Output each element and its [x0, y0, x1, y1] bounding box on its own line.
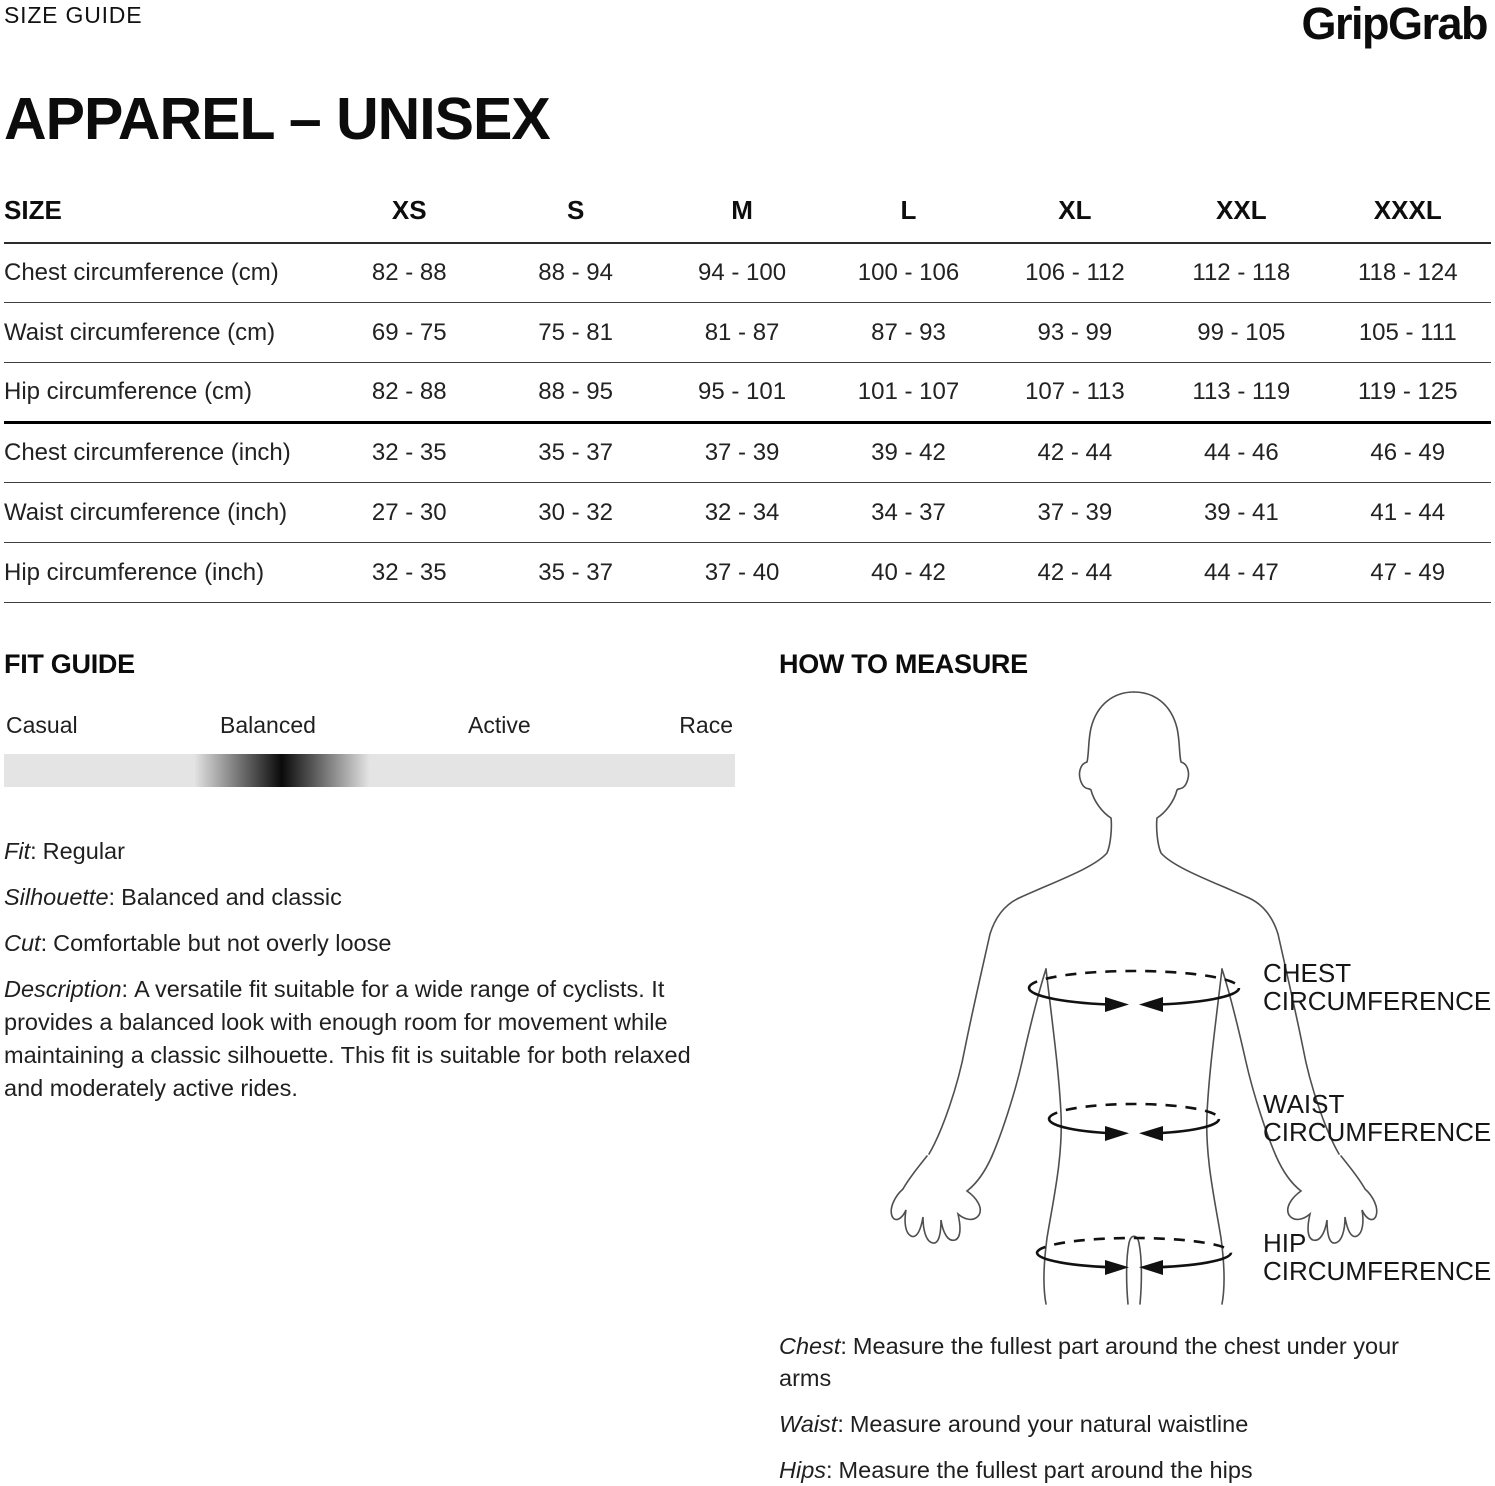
measurement-value: 32 - 34	[704, 498, 780, 526]
fit-attribute-text: Balanced and classic	[121, 884, 342, 911]
waist-ring-dashed	[1049, 1104, 1219, 1119]
measurement-value: 32 - 35	[371, 439, 447, 467]
fit-guide-title: FIT GUIDE	[4, 649, 135, 680]
size-table-row	[4, 243, 1491, 303]
fit-scale-label: Balanced	[220, 712, 316, 739]
size-column-header: XXXL	[1325, 191, 1491, 243]
size-table	[4, 191, 1491, 604]
lower-section	[4, 649, 1495, 1486]
measurement-value: 88 - 95	[538, 378, 613, 406]
fit-attributes	[4, 835, 735, 1105]
size-table-row	[4, 363, 1491, 423]
chest-ring-dashed	[1029, 971, 1239, 988]
gripgrab-logo: GripGrab	[1301, 0, 1487, 49]
measurement-value: 88 - 94	[538, 259, 613, 287]
size-table-row	[4, 483, 1491, 543]
instruction-text: Measure the fullest part around the chest under your arms	[779, 1333, 1399, 1392]
size-column-header: XXL	[1158, 191, 1324, 243]
fit-attribute	[4, 835, 724, 868]
size-table-row	[4, 543, 1491, 603]
measurement-label: Hip circumference (inch)	[4, 558, 265, 586]
fit-scale-label: Casual	[6, 712, 78, 739]
measurement-value: 44 - 47	[1203, 558, 1279, 586]
instruction-term: Waist :	[779, 1411, 844, 1437]
measurement-value: 82 - 88	[371, 259, 447, 287]
fit-scale-label: Race	[679, 712, 733, 739]
measurement-value: 107 - 113	[1025, 378, 1125, 406]
measurement-label: Chest circumference (inch)	[4, 439, 291, 467]
fit-attribute-text: Comfortable but not overly loose	[53, 930, 392, 957]
waist-arrow-left-icon	[1105, 1126, 1129, 1141]
measurement-arrowheads	[1105, 997, 1163, 1275]
measurement-value: 42 - 44	[1037, 558, 1113, 586]
measurement-value: 113 - 119	[1192, 378, 1291, 406]
measurement-value: 101 - 107	[857, 378, 960, 406]
hip-ring-dashed	[1037, 1238, 1231, 1253]
measurement-value: 119 - 125	[1357, 378, 1458, 406]
fit-attribute-term: Silhouette :	[4, 884, 115, 910]
instruction-text: Measure around your natural waistline	[849, 1411, 1249, 1438]
measurement-value: 81 - 87	[704, 318, 780, 346]
measurement-value: 41 - 44	[1370, 498, 1446, 526]
hip-arrow-right-icon	[1139, 1260, 1163, 1275]
fit-attribute-term: Fit :	[4, 838, 37, 864]
measurement-value: 106 - 112	[1025, 259, 1125, 287]
size-column-header: SIZE	[4, 191, 326, 243]
measurement-value: 75 - 81	[538, 318, 613, 346]
measurement-value: 27 - 30	[371, 498, 447, 526]
size-table-row	[4, 303, 1491, 363]
fit-attribute-term: Cut :	[4, 930, 47, 956]
measurement-value: 99 - 105	[1197, 318, 1286, 346]
measuring-instructions	[779, 1330, 1399, 1486]
hip-circumference-label: HIP CIRCUMFERENCE	[1263, 1228, 1492, 1287]
chest-arrow-left-icon	[1105, 997, 1129, 1012]
measurement-value: 82 - 88	[371, 378, 447, 406]
hip-arrow-left-icon	[1105, 1260, 1129, 1275]
chest-circumference-label: CHEST CIRCUMFERENCE	[1263, 958, 1492, 1017]
measurement-value: 35 - 37	[538, 558, 613, 586]
measurement-value: 37 - 40	[704, 558, 780, 586]
measurement-value: 40 - 42	[871, 558, 946, 586]
fit-guide-section	[4, 649, 735, 1486]
measurement-value: 46 - 49	[1370, 439, 1446, 467]
measurement-value: 39 - 42	[871, 439, 946, 467]
fit-attribute-term: Description :	[4, 976, 128, 1002]
measurement-label: Hip circumference (cm)	[4, 378, 253, 406]
fit-scale-label: Active	[468, 712, 531, 739]
measurement-value: 44 - 46	[1203, 439, 1279, 467]
page-title: APPAREL – UNISEX	[4, 86, 550, 152]
measurement-value: 37 - 39	[1037, 498, 1113, 526]
fit-attribute-text: A versatile fit suitable for a wide range of cyclists. It provides a balanced look with enough room for movement while maintaining a classic silhouette. This fit is suitable for both relaxed and moderately active rides.	[4, 976, 691, 1102]
measurement-value: 37 - 39	[704, 439, 780, 467]
measurement-value: 95 - 101	[698, 378, 787, 406]
measurement-value: 94 - 100	[698, 259, 787, 287]
measurement-value: 42 - 44	[1037, 439, 1113, 467]
page-kicker: SIZE GUIDE	[4, 2, 143, 28]
measuring-instruction	[779, 1454, 1399, 1486]
size-table-row	[4, 423, 1491, 483]
measurement-value: 34 - 37	[871, 498, 946, 526]
fit-attribute	[4, 973, 724, 1105]
measurement-value: 112 - 118	[1192, 259, 1291, 287]
body-measurement-diagram	[879, 686, 1495, 1306]
measuring-instruction	[779, 1408, 1399, 1440]
measurement-value: 32 - 35	[371, 558, 447, 586]
measurement-value: 105 - 111	[1358, 318, 1457, 346]
fit-attribute	[4, 881, 724, 914]
measurement-value: 35 - 37	[538, 439, 613, 467]
size-column-header: M	[659, 191, 825, 243]
measurement-label: Waist circumference (cm)	[4, 318, 276, 346]
how-to-measure-title: HOW TO MEASURE	[779, 649, 1028, 680]
size-column-header: XS	[326, 191, 492, 243]
instruction-term: Hips :	[779, 1457, 833, 1483]
instruction-text: Measure the fullest part around the hips	[838, 1457, 1253, 1484]
measurement-value: 69 - 75	[371, 318, 447, 346]
measurement-value: 39 - 41	[1203, 498, 1279, 526]
instruction-term: Chest :	[779, 1333, 847, 1359]
measurement-value: 100 - 106	[857, 259, 960, 287]
measurement-label: Waist circumference (inch)	[4, 498, 288, 526]
fit-scale-bar	[4, 754, 735, 787]
size-table-header-row	[4, 191, 1491, 243]
measurement-label: Chest circumference (cm)	[4, 259, 279, 287]
how-to-measure-section	[779, 649, 1495, 1486]
measurement-value: 30 - 32	[538, 498, 613, 526]
measurement-value: 87 - 93	[871, 318, 946, 346]
measurement-value: 118 - 124	[1357, 259, 1458, 287]
measurement-value: 93 - 99	[1037, 318, 1113, 346]
waist-circumference-label: WAIST CIRCUMFERENCE	[1263, 1089, 1492, 1148]
size-column-header: XL	[992, 191, 1158, 243]
measurement-value: 47 - 49	[1370, 558, 1446, 586]
waist-arrow-right-icon	[1139, 1126, 1163, 1141]
measuring-instruction	[779, 1330, 1399, 1394]
fit-attribute	[4, 927, 724, 960]
size-column-header: S	[492, 191, 658, 243]
fit-scale-labels	[4, 712, 735, 742]
fit-attribute-text: Regular	[42, 838, 125, 865]
size-column-header: L	[825, 191, 991, 243]
chest-arrow-right-icon	[1139, 997, 1163, 1012]
